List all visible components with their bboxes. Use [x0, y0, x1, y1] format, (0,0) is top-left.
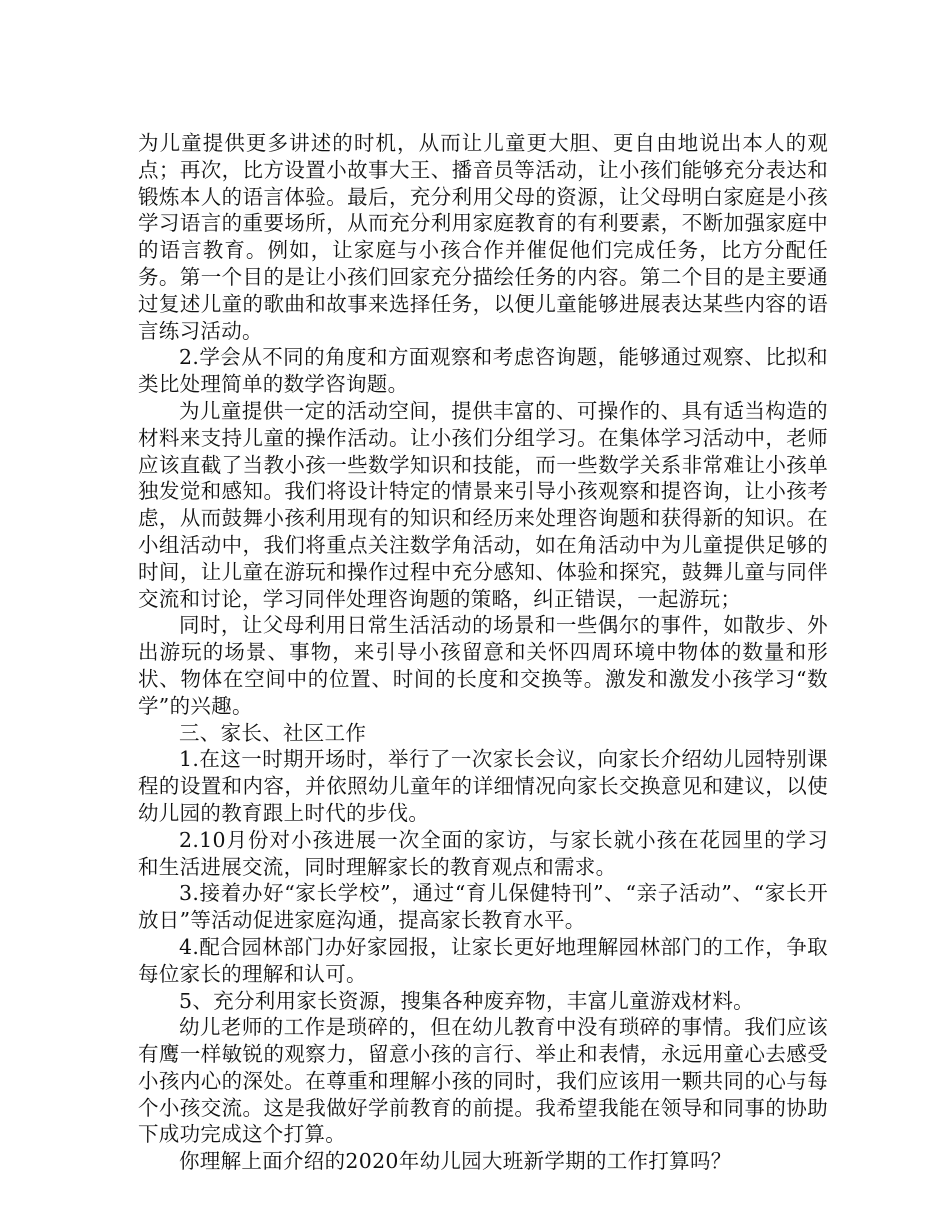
section-heading: 三、家长、社区工作	[179, 720, 367, 745]
paragraph-9: 4.配合园林部门办好家园报，让家长更好地理解园林部门的工作，争取每位家长的理解和认可。	[138, 934, 828, 986]
paragraph-1: 为儿童提供更多讲述的时机，从而让儿童更大胆、更自由地说出本人的观点；再次，比方设置小故事大王、播音员等活动，让小孩们能够充分表达和锻炼本人的语言体验。最后，充分利用父母的资源，让父母明白家庭是小孩学习语言的重要场所，从而充分利用家庭教育的有利要素，不断加强家庭中的语言教育。例如，让家庭与小孩合作并催促他们完成任务，比方分配任务。第一个目的是让小孩们回家充分描绘任务的内容。第二个目的是主要通过复述儿童的歌曲和故事来选择任务，以便儿童能够进展表达某些内容的语言练习活动。	[138, 131, 828, 343]
paragraph-2: 2.学会从不同的角度和方面观察和考虑咨询题，能够通过观察、比拟和类比处理简单的数学咨询题。	[138, 345, 828, 397]
paragraph-8: 3.接着办好“家长学校”，通过“育儿保健特刊”、“亲子活动”、“家长开放日”等活动促进家庭沟通，提高家长教育水平。	[138, 881, 828, 933]
paragraph-7: 2.10月份对小孩进展一次全面的家访，与家长就小孩在花园里的学习和生活进展交流，同时理解家长的教育观点和需求。	[138, 827, 828, 879]
document-page	[138, 130, 828, 1175]
paragraph-4: 同时，让父母利用日常生活活动的场景和一些偶尔的事件，如散步、外出游玩的场景、事物，来引导小孩留意和关怀四周环境中物体的数量和形状、物体在空间中的位置、时间的长度和交换等。激发和激发小孩学习“数学”的兴趣。	[138, 613, 828, 718]
paragraph-11: 幼儿老师的工作是琐碎的，但在幼儿教育中没有琐碎的事情。我们应该有鹰一样敏锐的观察力，留意小孩的言行、举止和表情，永远用童心去感受小孩内心的深处。在尊重和理解小孩的同时，我们应该用一颗共同的心与每个小孩交流。这是我做好学前教育的前提。我希望我能在领导和同事的协助下成功完成这个打算。	[138, 1015, 828, 1147]
paragraph-6: 1.在这一时期开场时，举行了一次家长会议，向家长介绍幼儿园特别课程的设置和内容，并依照幼儿童年的详细情况向家长交换意见和建议，以使幼儿园的教育跟上时代的步伐。	[138, 747, 828, 825]
paragraph-10: 5、充分利用家长资源，搜集各种废弃物，丰富儿童游戏材料。	[179, 988, 754, 1013]
closing-question: 你理解上面介绍的2020年幼儿园大班新学期的工作打算吗？	[179, 1149, 732, 1174]
paragraph-3: 为儿童提供一定的活动空间，提供丰富的、可操作的、具有适当构造的材料来支持儿童的操作活动。让小孩们分组学习。在集体学习活动中，老师应该直截了当教小孩一些数学知识和技能，而一些数学关系非常难让小孩单独发觉和感知。我们将设计特定的情景来引导小孩观察和提咨询，让小孩考虑，从而鼓舞小孩利用现有的知识和经历来处理咨询题和获得新的知识。在小组活动中，我们将重点关注数学角活动，如在角活动中为儿童提供足够的时间，让儿童在游玩和操作过程中充分感知、体验和探究，鼓舞儿童与同伴交流和讨论，学习同伴处理咨询题的策略，纠正错误，一起游玩；	[138, 398, 828, 611]
